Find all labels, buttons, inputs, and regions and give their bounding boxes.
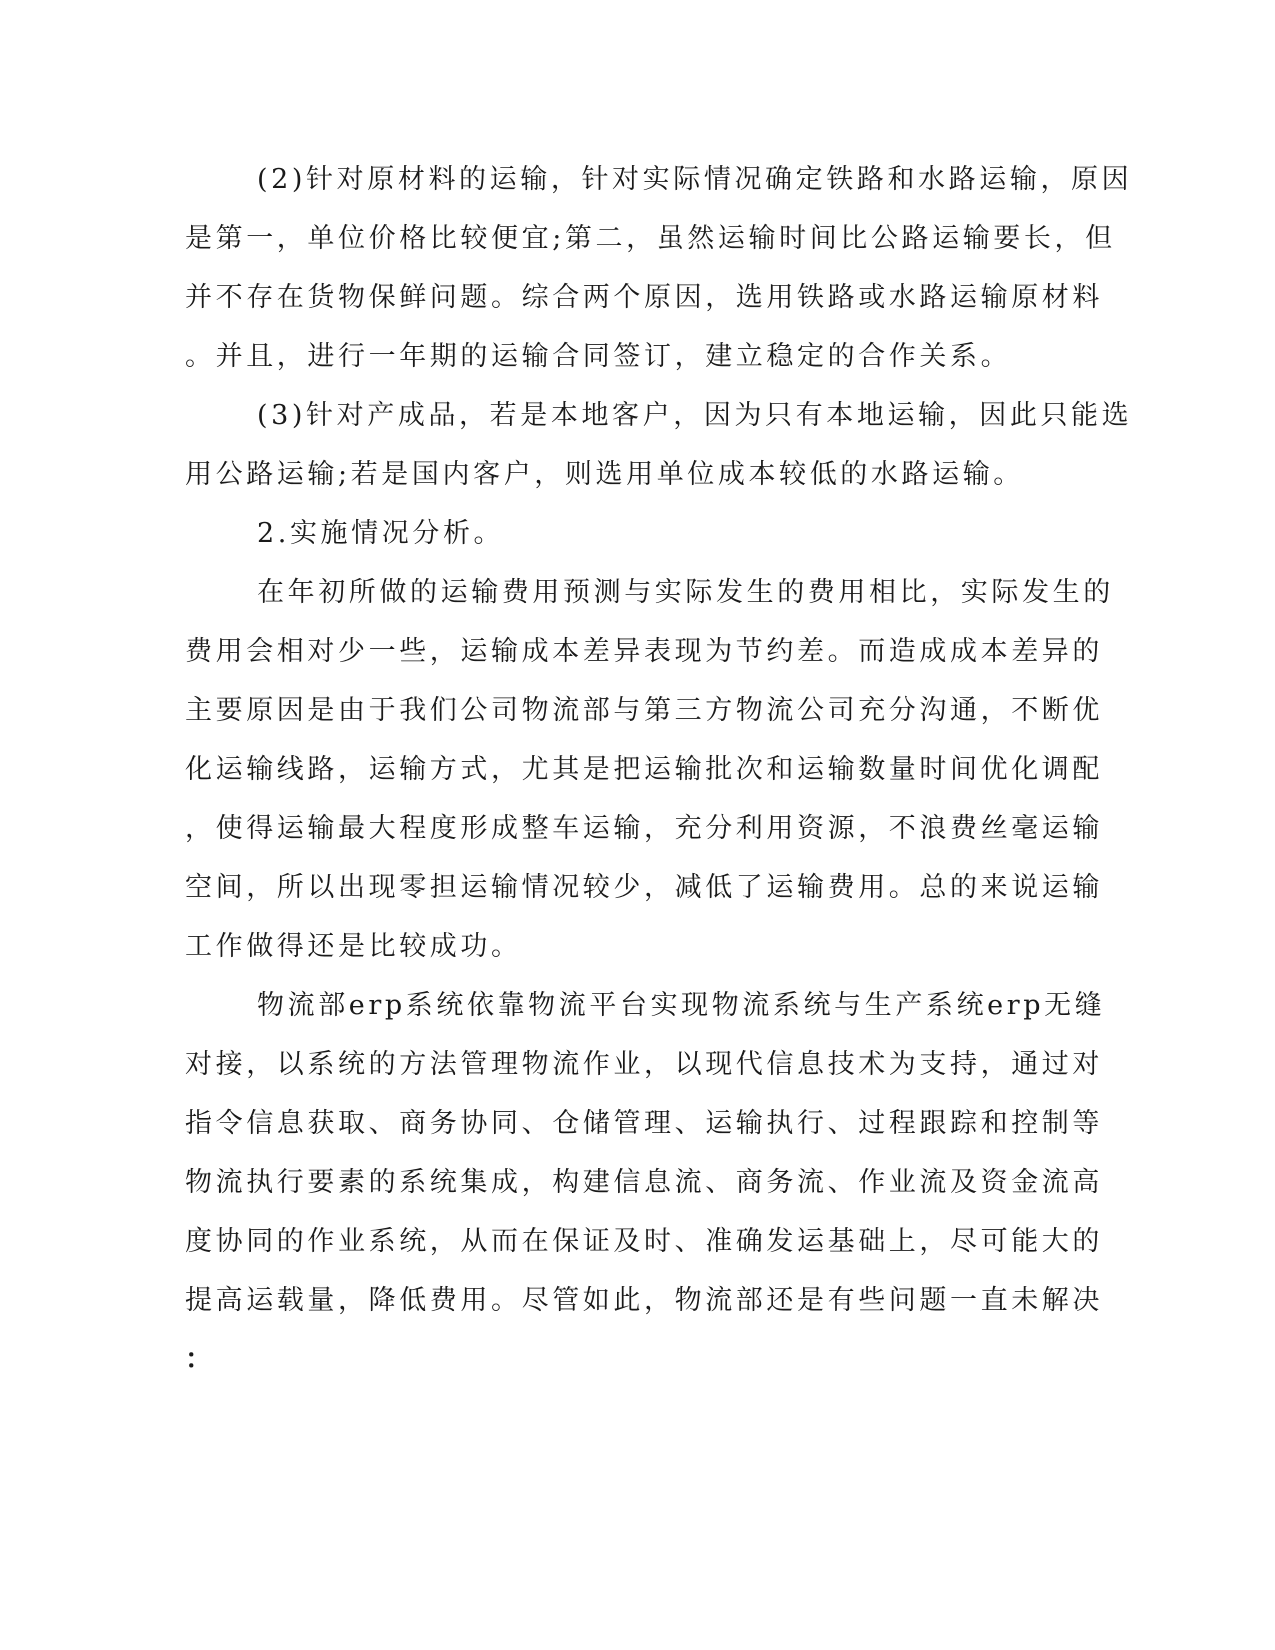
paragraph-line: (3)针对产成品，若是本地客户，因为只有本地运输，因此只能选 <box>257 400 1133 431</box>
paragraph-line: 在年初所做的运输费用预测与实际发生的费用相比，实际发生的 <box>257 577 1114 608</box>
paragraph-line: 提高运载量，降低费用。尽管如此，物流部还是有些问题一直未解决 <box>185 1285 1103 1316</box>
paragraph-line: (2)针对原材料的运输，针对实际情况确定铁路和水路运输，原因 <box>257 164 1133 195</box>
paragraph-line: 对接，以系统的方法管理物流作业，以现代信息技术为支持，通过对 <box>185 1049 1103 1080</box>
paragraph-line: 物流部erp系统依靠物流平台实现物流系统与生产系统erp无缝 <box>257 990 1106 1021</box>
paragraph-line: 是第一，单位价格比较便宜;第二，虽然运输时间比公路运输要长，但 <box>185 223 1116 254</box>
paragraph-line: ： <box>185 1344 212 1375</box>
section-heading: 2.实施情况分析。 <box>257 518 505 549</box>
paragraph-line: 工作做得还是比较成功。 <box>185 931 522 962</box>
paragraph-line: 度协同的作业系统，从而在保证及时、准确发运基础上，尽可能大的 <box>185 1226 1103 1257</box>
paragraph-line: 用公路运输;若是国内客户，则选用单位成本较低的水路运输。 <box>185 459 1024 490</box>
paragraph-line: 费用会相对少一些，运输成本差异表现为节约差。而造成成本差异的 <box>185 636 1103 667</box>
paragraph-line: 空间，所以出现零担运输情况较少，减低了运输费用。总的来说运输 <box>185 872 1103 903</box>
paragraph-line: 物流执行要素的系统集成，构建信息流、商务流、作业流及资金流高 <box>185 1167 1103 1198</box>
paragraph-line: ，使得运输最大程度形成整车运输，充分利用资源，不浪费丝毫运输 <box>185 813 1103 844</box>
paragraph-line: 指令信息获取、商务协同、仓储管理、运输执行、过程跟踪和控制等 <box>185 1108 1103 1139</box>
paragraph-line: 主要原因是由于我们公司物流部与第三方物流公司充分沟通，不断优 <box>185 695 1103 726</box>
paragraph-line: 。并且，进行一年期的运输合同签订，建立稳定的合作关系。 <box>185 341 1012 372</box>
paragraph-line: 并不存在货物保鲜问题。综合两个原因，选用铁路或水路运输原材料 <box>185 282 1103 313</box>
paragraph-line: 化运输线路，运输方式，尤其是把运输批次和运输数量时间优化调配 <box>185 754 1103 785</box>
